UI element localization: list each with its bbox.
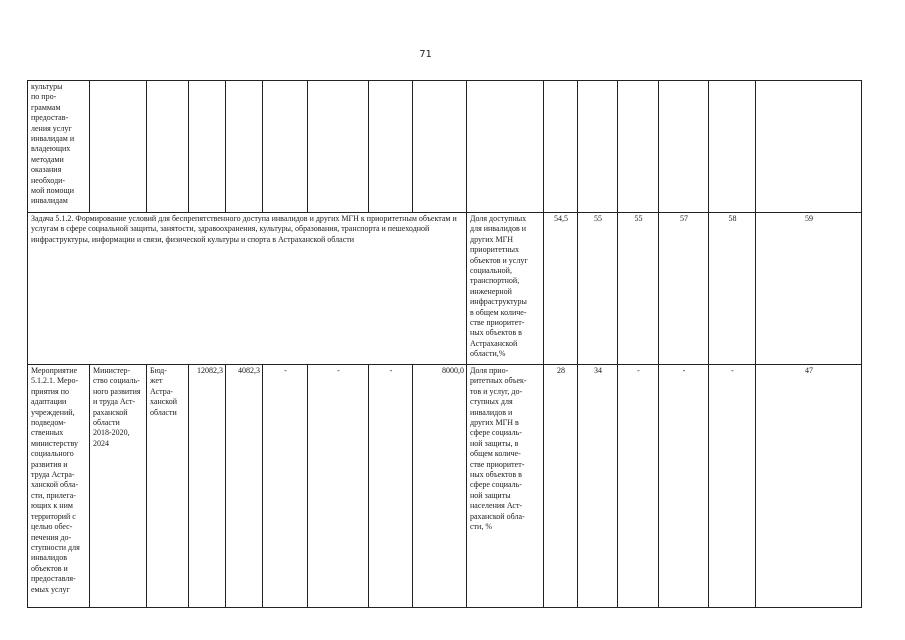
amount-cell: 12082,3 [189, 365, 226, 608]
indicator-value-cell: 34 [578, 365, 618, 608]
funding-source-cell: Бюд- жет Астра- ханской области [147, 365, 189, 608]
table-cell [263, 81, 308, 213]
table-cell [226, 81, 263, 213]
table-row [28, 365, 862, 608]
table-cell [467, 81, 544, 213]
indicator-value-cell: - [709, 365, 756, 608]
indicator-cell: Доля прио- ритетных объек- тов и услуг, до- ступных для инвалидов и других МГН в сфере социаль- ной защиты, в общем количе- стве приоритет- ных объектов в сфере социаль- ной защиты населения Аст- раханской обла- сти, % [467, 365, 544, 608]
indicator-value-cell: 55 [578, 213, 618, 365]
table-cell [709, 81, 756, 213]
table-cell [189, 81, 226, 213]
table-row [28, 81, 862, 213]
measure-name-cell: Мероприятие 5.1.2.1. Меро- приятия по адаптации учреждений, подведом- ственных министерству социального развития и труда Астра- ханской обла- сти, прилега- ющих к ним территорий с целью обес- печения до- ступности для инвалидов объектов и предоставля- емых услуг [28, 365, 90, 608]
table-cell [659, 81, 709, 213]
measure-name-cell: культуры по про- граммам предостав- ления услуг инвалидам и владеющих методами оказания необходи- мой помощи инвалидам [28, 81, 90, 213]
table-cell [308, 81, 369, 213]
table-row [28, 213, 862, 365]
amount-cell: 4082,3 [226, 365, 263, 608]
table-cell [147, 81, 189, 213]
program-table [27, 80, 862, 608]
table-cell [413, 81, 467, 213]
indicator-value-cell: 28 [544, 365, 578, 608]
indicator-value-cell: - [659, 365, 709, 608]
indicator-value-cell: 57 [659, 213, 709, 365]
indicator-cell: Доля доступных для инвалидов и других МГН приоритетных объектов и услуг социальной, транспортной, инженерной инфраструктуры в общем количе- стве приоритет- ных объектов в Астраханской области,% [467, 213, 544, 365]
table-cell [544, 81, 578, 213]
indicator-value-cell: 58 [709, 213, 756, 365]
indicator-value-cell: 55 [618, 213, 659, 365]
indicator-value-cell: - [618, 365, 659, 608]
amount-cell: - [263, 365, 308, 608]
table-cell [369, 81, 413, 213]
table-cell [618, 81, 659, 213]
table-cell [756, 81, 862, 213]
executor-cell: Министер- ство социаль- ного развития и труда Аст- раханской области 2018-2020, 2024 [90, 365, 147, 608]
amount-cell: - [308, 365, 369, 608]
table-cell [90, 81, 147, 213]
amount-cell: 8000,0 [413, 365, 467, 608]
amount-cell: - [369, 365, 413, 608]
indicator-value-cell: 47 [756, 365, 862, 608]
indicator-value-cell: 54,5 [544, 213, 578, 365]
task-description-cell: Задача 5.1.2. Формирование условий для беспрепятственного доступа инвалидов и других МГН к приоритетным объектам и услугам в сфере социальной защиты, занятости, здравоохранения, культуры, образования, транспорта и пешеходной инфраструктуры, информации и связи, физической культуры и спорта в Астраханской области [28, 213, 467, 365]
indicator-value-cell: 59 [756, 213, 862, 365]
table-cell [578, 81, 618, 213]
page-number: 71 [419, 49, 432, 60]
